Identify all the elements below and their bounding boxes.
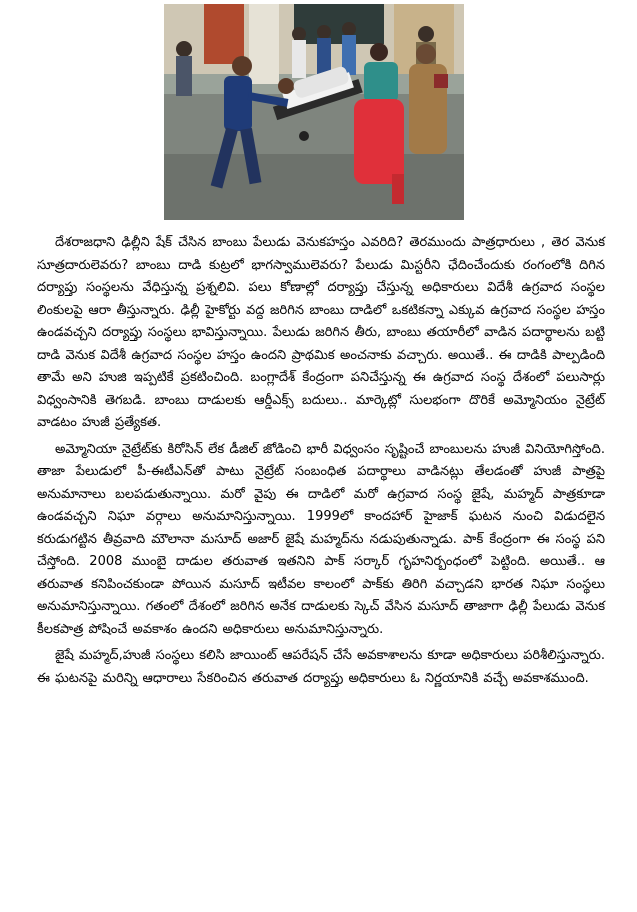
news-photo bbox=[164, 4, 464, 220]
article-paragraph-1: దేశరాజధాని ఢిల్లీని షేక్ చేసిన బాంబు పేలుడు వెనుకహస్తం ఎవరిది? తెరముందు పాత్రధారులు , తెర వెనుక సూత్రదారులెవరు? బాంబు దాడి కుట్రలో భాగస్వాములెవరు? పేలుడు మిస్టరీని ఛేదించేందుకు రంగంలోకి దిగిన దర్యాప్తు సంస్థలను వేధిస్తున్న ప్రశ్నలివి. పలు కోణాల్లో దర్యాప్తు చేస్తున్న అధికారులు విదేశీ ఉగ్రవాద సంస్థల లింకులపై ఆరా తీస్తున్నారు. ఢిల్లీ హైకోర్టు వద్ద జరిగిన బాంబు దాడిలో ఒకటికన్నా ఎక్కువ ఉగ్రవాద సంస్థల హస్తం ఉండవచ్చని దర్యాప్తు సంస్థలు భావిస్తున్నాయి. పేలుడు జరిగిన తీరు, బాంబు తయారీలో వాడిన పదార్థాలను బట్టి దాడి వెనుక విదేశీ ఉగ్రవాద సంస్థల హస్తం ఉందని ప్రాథమిక అంచనాకు వచ్చారు. అయితే.. ఈ దాడికి పాల్పడింది తామే అని హుజి ఇప్పటికే ప్రకటించింది. బంగ్లాదేశ్ కేంద్రంగా పనిచేస్తున్న ఈ ఉగ్రవాద సంస్థ దేశంలో పలుసార్లు విధ్వంసానికి తెగబడి. బాంబు దాడులకు ఆర్డీఎక్స్ బదులు.. మార్కెట్లో సులభంగా దొరికే అమ్మోనియం నైట్రేట్ వాడటం హుజీ ప్రత్యేకత. bbox=[37, 235, 605, 430]
article-paragraph-2: అమ్మోనియా నైట్రేట్‌కు కిరోసిన్ లేక డీజిల్ జోడించి భారీ విధ్వంసం సృష్టించే బాంబులను హుజీ వినియోగిస్తోంది. తాజా పేలుడులో పీ-ఈటీఎన్‌తో పాటు నైట్రేట్ సంబంధిత పదార్థాలు వాడినట్లు తేలడంతో హుజీ పాత్రపై అనుమానాలు బలపడుతున్నాయి. మరో వైపు ఈ దాడిలో మరో ఉగ్రవాద సంస్థ జైషే, మహ్మద్ పాత్రకూడా ఉండవచ్చని నిఘా వర్గాలు అనుమానిస్తున్నాయి. 1999లో కాందహార్ హైజాక్ ఘటన నుంచి విడుదలైన కరుడుగట్టిన తీవ్రవాది మౌలానా మసూద్ అజార్ జైషే మహ్మద్‌ను నడుపుతున్నాడు. పాక్ కేంద్రంగా ఈ సంస్థ పని చేస్తోంది. 2008 ముంబై దాడుల తరువాత ఇతనిని పాక్ సర్కార్ గృహనిర్బంధంలో పెట్టింది. అయితే.. ఆ తరువాత కనిపించకుండా పోయిన మసూద్ ఇటీవల కాలంలో పాక్‌కు తిరిగి వచ్చాడని భారత నిఘా సంస్థలు అనుమానిస్తున్నాయి. గతంలో దేశంలో జరిగిన అనేక దాడులకు స్కెచ్ వేసిన మసూద్ తాజాగా ఢిల్లీ పేలుడు వెనుక కీలకపాత్ర పోషించే అవకాశం ఉందని అధికారులు అనుమానిస్తున్నారు. bbox=[37, 441, 605, 637]
article-paragraph-3: జైషే మహ్మద్,హుజీ సంస్థలు కలిసి జాయింట్ ఆపరేషన్ చేసే అవకాశాలను కూడా అధికారులు పరిశీలిస్తున్నారు. ఈ ఘటనపై మరిన్ని ఆధారాలు సేకరించిన తరువాత దర్యాప్తు అధికారులు ఓ నిర్ణయానికి వచ్చే అవకాశముంది. bbox=[37, 648, 605, 686]
article-body bbox=[37, 232, 605, 694]
news-photo-illustration bbox=[164, 4, 464, 220]
